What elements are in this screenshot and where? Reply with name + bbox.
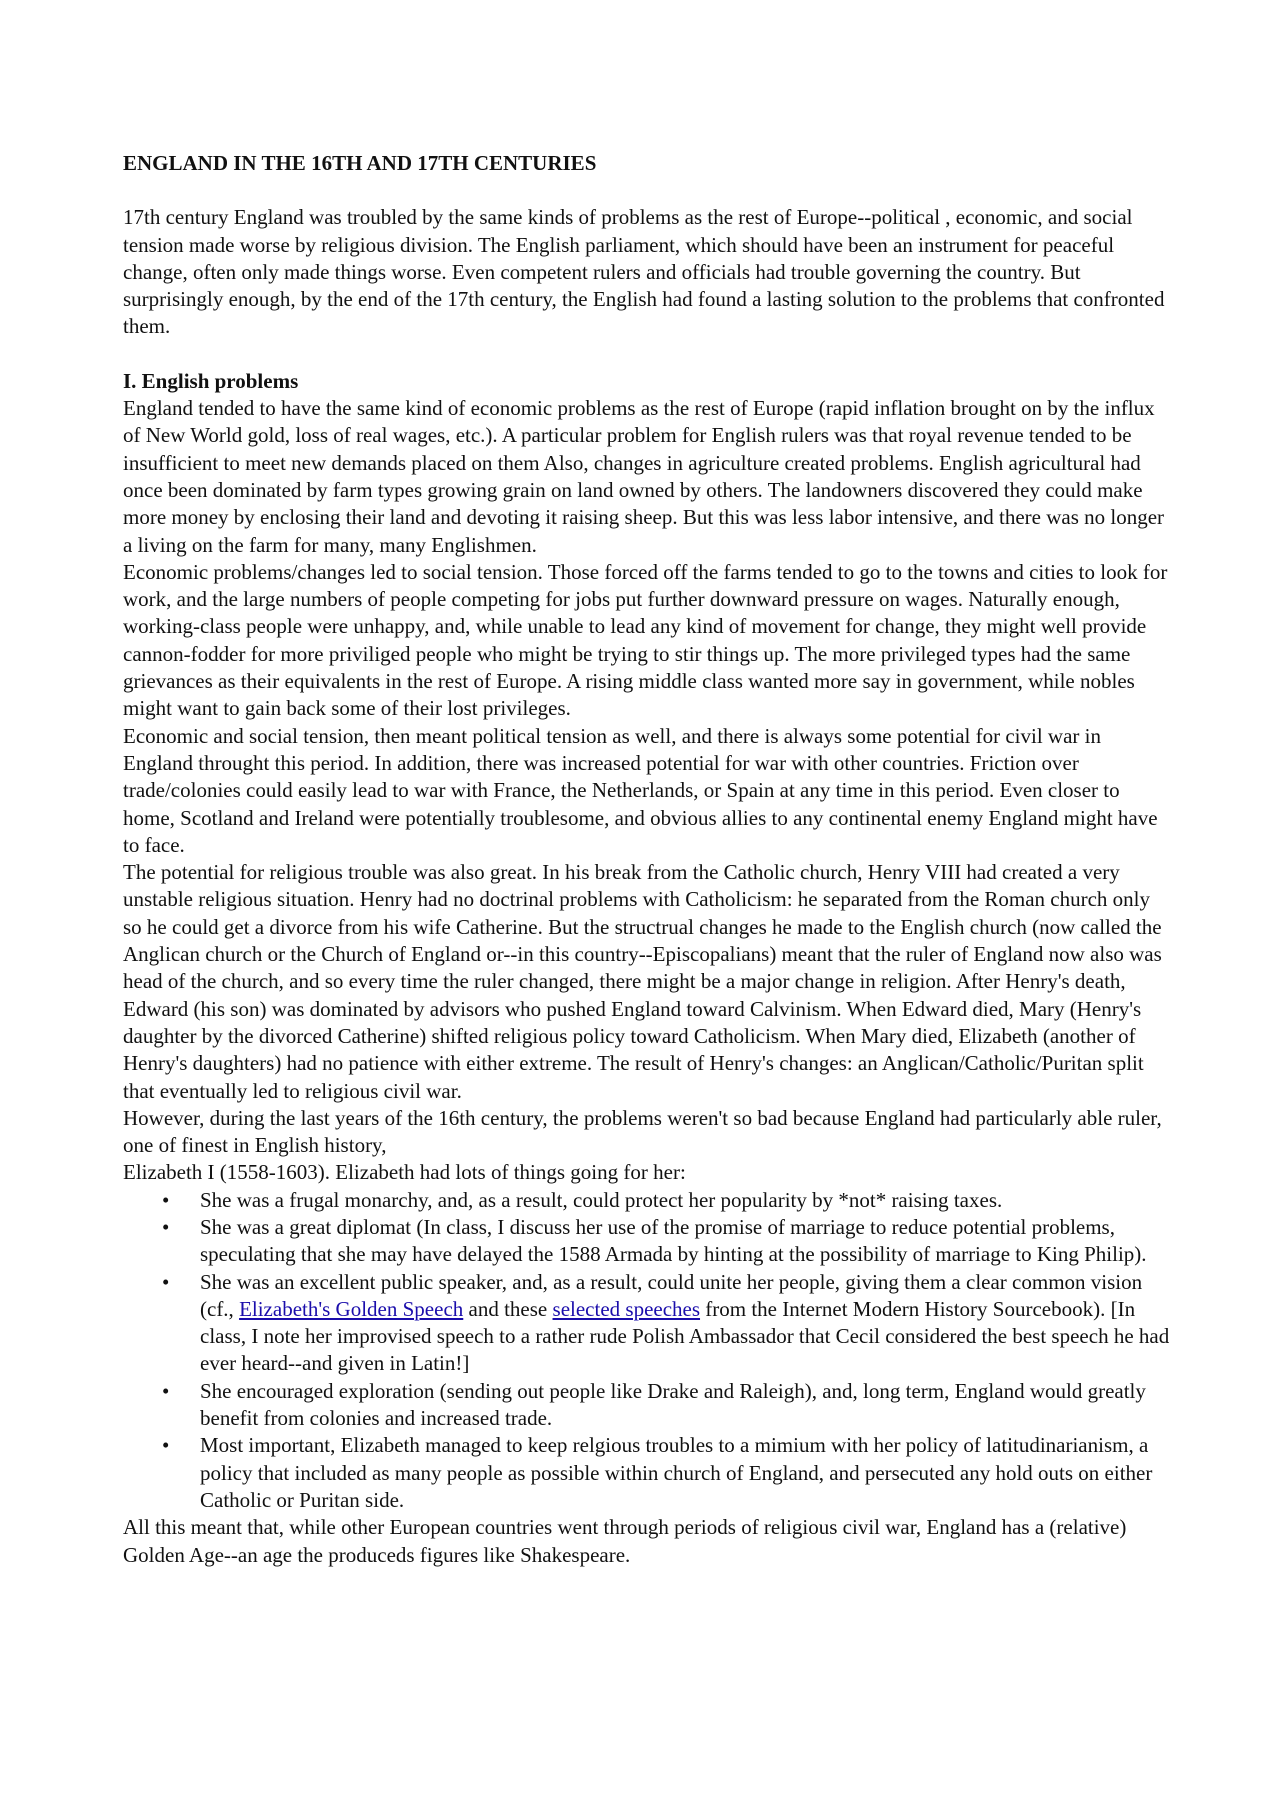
bullet-icon: •: [162, 1378, 170, 1403]
bullet-icon: •: [162, 1214, 170, 1239]
golden-speech-link[interactable]: Elizabeth's Golden Speech: [239, 1296, 464, 1321]
economic-problems-paragraph: England tended to have the same kind of economic problems as the rest of Europe (rapid inflation brought on by the influx of New World gold, loss of real wages, etc.). A particular problem for English rulers was that royal revenue tended to be insufficient to meet new demands placed on them Also, changes in agriculture created problems. English agricultural had once been dominated by farm types growing grain on land owned by others. The landowners discovered they could make more money by enclosing their land and devoting it raising sheep. But this was less labor intensive, and there was no longer a living on the farm for many, many Englishmen.: [123, 396, 1165, 557]
section-heading: I. English problems: [123, 368, 299, 393]
list-item-text: Most important, Elizabeth managed to keep relgious troubles to a mimium with her policy of latitudinarianism, a policy that included as many people as possible within church of England, and persecuted any hold outs on either Catholic or Puritan side.: [200, 1433, 1153, 1512]
political-tension-paragraph: Economic and social tension, then meant political tension as well, and there is always some potential for civil war in England throught this period. In addition, there was increased potential for war with other countries. Friction over trade/colonies could easily lead to war with France, the Netherlands, or Spain at any time in this period. Even closer to home, Scotland and Ireland were potentially troublesome, and obvious allies to any continental enemy England might have to face.: [123, 723, 1158, 857]
social-tension-paragraph: Economic problems/changes led to social tension. Those forced off the farms tended to go to the towns and cities to look for work, and the large numbers of people competing for jobs put further downward pressure on wages. Naturally enough, working-class people were unhappy, and, while unable to lead any kind of movement for change, they might well provide cannon-fodder for more priviliged people who might be trying to stir things up. The more privileged types had the same grievances as their equivalents in the rest of Europe. A rising middle class wanted more say in government, while nobles might want to gain back some of their lost privileges.: [123, 559, 1168, 721]
bullet-icon: •: [162, 1269, 170, 1294]
elizabeth-bullet-list: [123, 1187, 1173, 1515]
list-item-text: She encouraged exploration (sending out people like Drake and Raleigh), and, long term, England would greatly benefit from colonies and increased trade.: [200, 1378, 1146, 1431]
document-page: [123, 150, 1173, 1569]
able-ruler-paragraph: However, during the last years of the 16th century, the problems weren't so bad because England had particularly able ruler, one of finest in English history,: [123, 1105, 1162, 1158]
list-item-text-middle: and these: [463, 1296, 553, 1321]
bullet-icon: •: [162, 1433, 170, 1458]
list-item-text-after: from the Internet Modern History Sourcebook). [In class, I note her improvised speech to a rather rude Polish Ambassador that Cecil considered the best speech he had ever heard--and given in Latin!]: [200, 1296, 1170, 1376]
list-item: [162, 1378, 1173, 1433]
list-item-text: She was a great diplomat (In class, I discuss her use of the promise of marriage to reduce potential problems, speculating that she may have delayed the 1588 Armada by hinting at the possibility of marriage to King Philip).: [200, 1214, 1147, 1267]
list-item: [162, 1269, 1173, 1378]
intro-paragraph: 17th century England was troubled by the same kinds of problems as the rest of Europe--political , economic, and social tension made worse by religious division. The English parliament, which should have been an instrument for peaceful change, often only made things worse. Even competent rulers and officials had trouble governing the country. But surprisingly enough, by the end of the 17th century, the English had found a lasting solution to the problems that confronted them.: [123, 205, 1165, 339]
list-item: [162, 1187, 1173, 1214]
conclusion-paragraph: All this meant that, while other European countries went through periods of religious civil war, England has a (relative) Golden Age--an age the produceds figures like Shakespeare.: [123, 1515, 1127, 1567]
selected-speeches-link[interactable]: selected speeches: [552, 1296, 701, 1321]
bullet-icon: •: [162, 1187, 170, 1212]
paragraph-gap: [123, 341, 1173, 368]
elizabeth-intro: Elizabeth I (1558-1603). Elizabeth had lots of things going for her:: [123, 1160, 686, 1185]
list-item-text-before: She was an excellent public speaker, and, as a result, could unite her people, giving them a clear common vision (cf.,: [200, 1269, 1143, 1321]
list-item-text: She was a frugal monarchy, and, as a result, could protect her popularity by *not* raising taxes.: [200, 1187, 1003, 1212]
document-title: ENGLAND IN THE 16TH AND 17TH CENTURIES: [123, 151, 597, 175]
list-item: [162, 1432, 1173, 1514]
list-item: [162, 1214, 1173, 1269]
religious-trouble-paragraph: The potential for religious trouble was also great. In his break from the Catholic church, Henry VIII had created a very unstable religious situation. Henry had no doctrinal problems with Catholicism: he separated from the Roman church only so he could get a divorce from his wife Catherine. But the structrual changes he made to the English church (now called the Anglican church or the Church of England or--in this country--Episcopalians) meant that the ruler of England now also was head of the church, and so every time the ruler changed, there might be a major change in religion. After Henry's death, Edward (his son) was dominated by advisors who pushed England toward Calvinism. When Edward died, Mary (Henry's daughter by the divorced Catherine) shifted religious policy toward Catholicism. When Mary died, Elizabeth (another of Henry's daughters) had no patience with either extreme. The result of Henry's changes: an Anglican/Catholic/Puritan split that eventually led to religious civil war.: [123, 860, 1162, 1103]
